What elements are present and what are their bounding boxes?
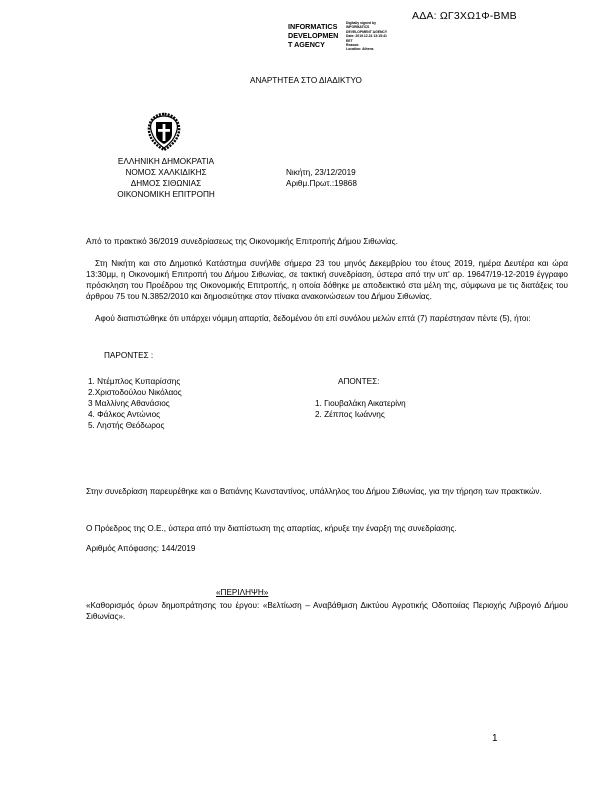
signature-line: Date: 2019.12.24 13:15:41 [346,34,387,39]
decision-number: Αριθμός Απόφασης: 144/2019 [86,544,196,553]
issuer-block [104,156,228,200]
summary-text: «Καθορισμός όρων δημοπράτησης του έργου: «Βελτίωση – Αναβάθμιση Δικτύου Αγροτικής Οδοποιίας Περιοχής Λιβρογιό Δήμου Σιθωνίας». [86,601,568,621]
signature-line: DEVELOPMENT AGENCY [346,29,388,34]
absent-heading: ΑΠΟΝΤΕΣ: [338,377,380,386]
signature-line: Reason: [346,43,360,48]
intro-line: Από το πρακτικό 36/2019 συνεδρίασεως της Οικονομικής Επιτροπής Δήμου Σιθωνίας. [86,237,398,246]
paragraph-opening: Ο Πρόεδρος της Ο.Ε., ύστερα από την διαπίστωση της απαρτίας, κήρυξε την έναρξη της συνεδρίασης. [86,524,457,533]
list-item: 4. Φάλκος Αντώνιος [88,410,161,419]
present-list [88,376,182,431]
ada-code: ΑΔΑ: ΩΓ3ΧΩ1Φ-ΒΜΒ [412,10,517,22]
agency-name-line: INFORMATICS [288,22,338,31]
digital-signature-block [346,21,408,52]
list-item: 5. Ληστής Θεόδωρος [88,421,165,430]
agency-name-line: T AGENCY [288,40,325,49]
issuer-line: ΝΟΜΟΣ ΧΑΛΚΙΔΙΚΗΣ [125,168,207,177]
signature-line: INFORMATICS [346,25,370,30]
place-date: Νικήτη, 23/12/2019 [286,168,356,177]
list-item: 2.Χριστοδούλου Νικόλαος [88,388,182,397]
list-item: 1. Γιουβαλάκη Αικατερίνη [315,399,406,408]
list-item: 3 Μαλλίνης Αθανάσιος [88,399,170,408]
paragraph-session: Στη Νικήτη και στο Δημοτικό Κατάστημα συνήλθε σήμερα 23 του μηνός Δεκεμβρίου του έτους 2019, ημέρα Δευτέρα και ώρα 13:30μμ, η Οικονομική Επιτροπή του Δήμου Σιθωνίας, σε τακτική συνεδρίαση, ύστερα από την υπ' αρ. 19647/19-12-2019 έγγραφο πρόσκληση του Προέδρου της Οικονομικής Επιτροπής, η οποία δόθηκε με αποδεικτικό στα μέλη της, σύμφωνα με τις διατάξεις του άρθρου 75 του Ν.3852/2010 και δημοσιεύτηκε στον πίνακα ανακοινώσεων του Δήμου Σιθωνίας. [86,259,568,301]
protocol-number: Αριθμ.Πρωτ.:19868 [286,179,357,188]
paragraph-attendance: Στην συνεδρίαση παρευρέθηκε και ο Βατιάνης Κωνσταντίνος, υπάλληλος του Δήμου Σιθωνίας, για την τήρηση των πρακτικών. [86,487,542,496]
list-item: 2. Ζέππος Ιωάννης [315,410,385,419]
signature-line: Location: Athens [346,47,374,52]
page-number: 1 [492,733,498,744]
absent-list [315,398,406,420]
issuer-line: ΕΛΛΗΝΙΚΗ ΔΗΜΟΚΡΑΤΙΑ [117,157,215,166]
list-item: 1. Ντέμπλος Κυπαρίσσης [88,377,181,386]
issuer-line: ΔΗΜΟΣ ΣΙΘΩΝΙΑΣ [130,179,202,188]
paragraph-quorum: Αφού διαπιστώθηκε ότι υπάρχει νόμιμη απαρτία, δεδομένου ότι επί συνόλου μελών επτά (7) παρέστησαν πέντε (5), ήτοι: [95,314,531,323]
agency-name-block [288,22,338,49]
issuer-line: ΟΙΚΟΝΟΜΙΚΗ ΕΠΙΤΡΟΠΗ [117,190,215,199]
date-protocol-block [286,167,357,189]
signature-line: EET [346,38,353,43]
signature-line: Digitally signed by [346,21,376,25]
posted-notice: ΑΝΑΡΤΗΤΕΑ ΣΤΟ ΔΙΑΔΙΚΤΥΟ [250,76,362,85]
agency-name-line: DEVELOPMEN [288,31,339,40]
present-heading: ΠΑΡΟΝΤΕΣ : [104,351,154,360]
summary-heading: «ΠΕΡΙΛΗΨΗ» [216,588,269,597]
greek-coat-of-arms-icon [145,112,183,152]
